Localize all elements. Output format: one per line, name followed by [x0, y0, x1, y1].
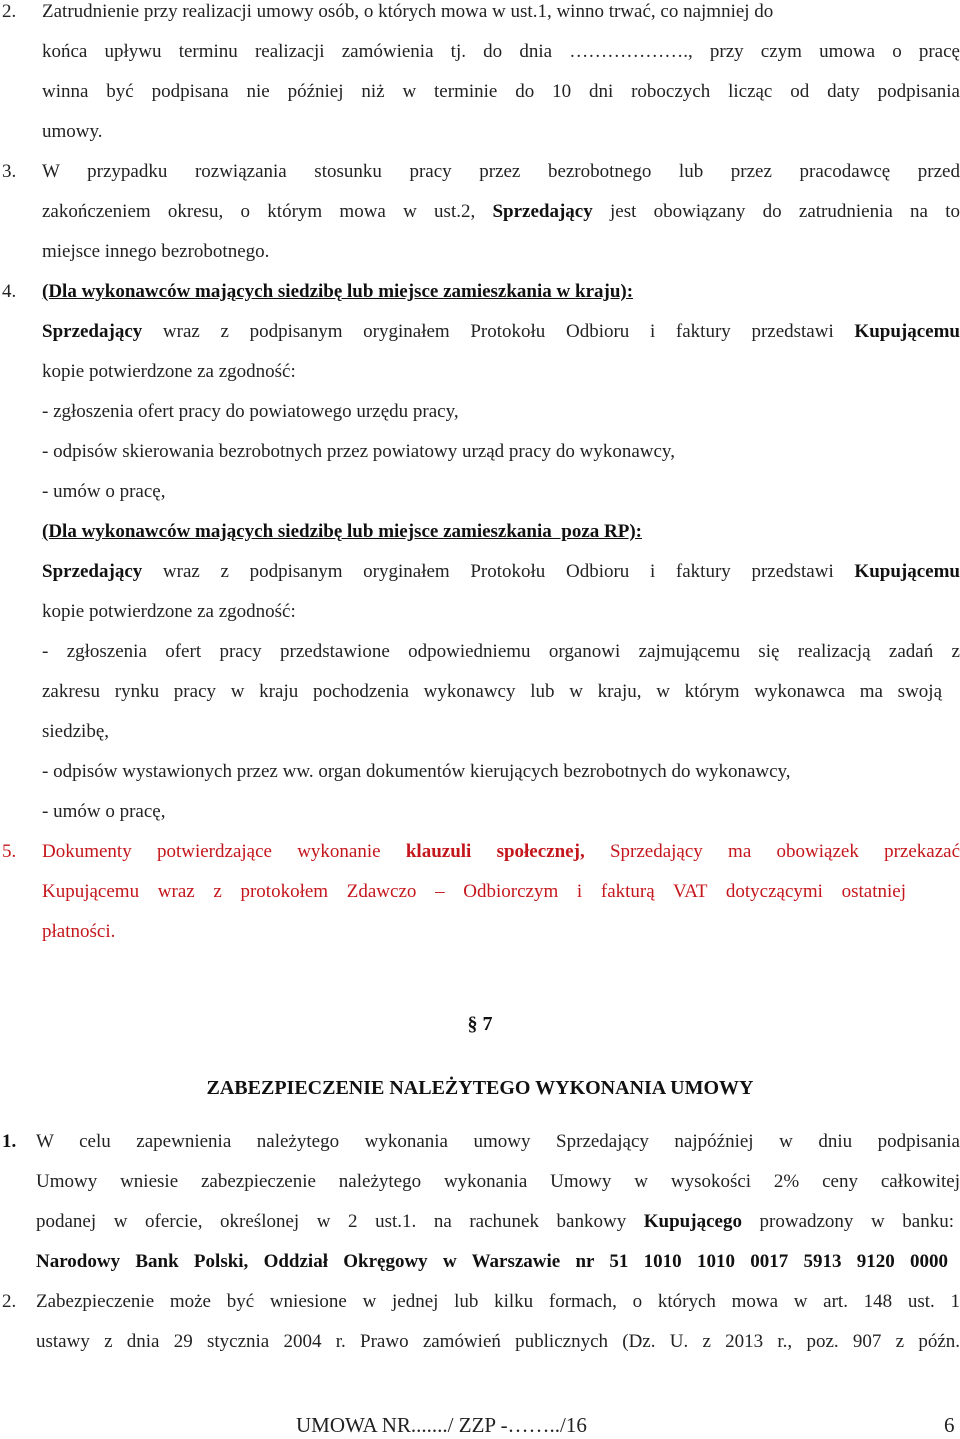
paragraph-line: zakończeniem okresu, o którym mowa w ust.2, Sprzedający jest obowiązany do zatrudnienia na to [42, 201, 960, 222]
list-number: 4. [2, 281, 17, 302]
paragraph-line: kopie potwierdzone za zgodność: [42, 601, 296, 622]
paragraph-line: Kupującemu wraz z protokołem Zdawczo – Odbiorczym i fakturą VAT dotyczącymi ostatniej [42, 881, 906, 902]
paragraph-line: Dokumenty potwierdzające wykonanie klauzuli społecznej, Sprzedający ma obowiązek przekazać [42, 841, 960, 862]
list-number: 5. [2, 841, 17, 862]
list-item: - umów o pracę, [42, 481, 166, 502]
paragraph-line: W przypadku rozwiązania stosunku pracy przez bezrobotnego lub przez pracodawcę przed [42, 161, 960, 182]
paragraph-line: umowy. [42, 121, 103, 142]
section-title: ZABEZPIECZENIE NALEŻYTEGO WYKONANIA UMOWY [206, 1077, 754, 1099]
paragraph-line: Sprzedający wraz z podpisanym oryginałem Protokołu Odbioru i faktury przedstawi Kupującemu [42, 321, 960, 342]
section-symbol: § 7 [467, 1013, 493, 1035]
paragraph-line: ustawy z dnia 29 stycznia 2004 r. Prawo zamówień publicznych (Dz. U. z 2013 r., poz. 907 z późn. [36, 1331, 960, 1352]
paragraph-line: podanej w ofercie, określonej w 2 ust.1. na rachunek bankowy Kupującego prowadzony w banku: [36, 1211, 954, 1232]
paragraph-line: winna być podpisana nie później niż w terminie do 10 dni roboczych licząc od daty podpisania [42, 81, 960, 102]
subheading-domestic: (Dla wykonawców mających siedzibę lub miejsce zamieszkania w kraju): [42, 281, 634, 302]
list-number: 1. [2, 1131, 17, 1152]
page-number: 6 [944, 1413, 955, 1437]
paragraph-line: końca upływu terminu realizacji zamówienia tj. do dnia ………………., przy czym umowa o pracę [42, 41, 960, 62]
party-buyer: Kupującego [643, 1211, 742, 1232]
paragraph-line: Umowy wniesie zabezpieczenie należytego wykonania Umowy w wysokości 2% ceny całkowitej [36, 1171, 960, 1192]
list-item: - odpisów wystawionych przez ww. organ dokumentów kierujących bezrobotnych do wykonawcy, [42, 761, 791, 782]
paragraph-line: Zabezpieczenie może być wniesione w jednej lub kilku formach, o których mowa w art. 148 ust. 1 [36, 1291, 960, 1312]
social-clause-term: klauzuli społecznej, [405, 841, 585, 862]
list-number: 2. [2, 1, 17, 22]
list-item-continued: siedzibę, [42, 721, 110, 742]
subheading-foreign: (Dla wykonawców mających siedzibę lub miejsce zamieszkania poza RP): [42, 521, 643, 542]
list-item: - umów o pracę, [42, 801, 166, 822]
party-seller: Sprzedający [492, 201, 593, 222]
paragraph-line: miejsce innego bezrobotnego. [42, 241, 270, 262]
bank-account: Narodowy Bank Polski, Oddział Okręgowy w Warszawie nr 51 1010 1010 0017 5913 9120 0000 [36, 1251, 948, 1272]
list-item: - zgłoszenia ofert pracy przedstawione odpowiedniemu organowi zajmującemu się realizacją zadań z [42, 641, 960, 662]
paragraph-line: płatności. [42, 921, 116, 942]
paragraph-line: Zatrudnienie przy realizacji umowy osób, o których mowa w ust.1, winno trwać, co najmniej do [42, 1, 774, 22]
paragraph-line: Sprzedający wraz z podpisanym oryginałem Protokołu Odbioru i faktury przedstawi Kupującemu [42, 561, 960, 582]
footer-contract-number: UMOWA NR......./ ZZP -……../16 [296, 1413, 587, 1437]
list-item: - odpisów skierowania bezrobotnych przez powiatowy urząd pracy do wykonawcy, [42, 441, 675, 462]
list-number: 3. [2, 161, 17, 182]
list-number: 2. [2, 1291, 17, 1312]
paragraph-line: kopie potwierdzone za zgodność: [42, 361, 296, 382]
paragraph-line: W celu zapewnienia należytego wykonania umowy Sprzedający najpóźniej w dniu podpisania [36, 1131, 960, 1152]
list-item: - zgłoszenia ofert pracy do powiatowego urzędu pracy, [42, 401, 459, 422]
list-item-continued: zakresu rynku pracy w kraju pochodzenia wykonawcy lub w kraju, w którym wykonawca ma swoją [42, 681, 942, 702]
